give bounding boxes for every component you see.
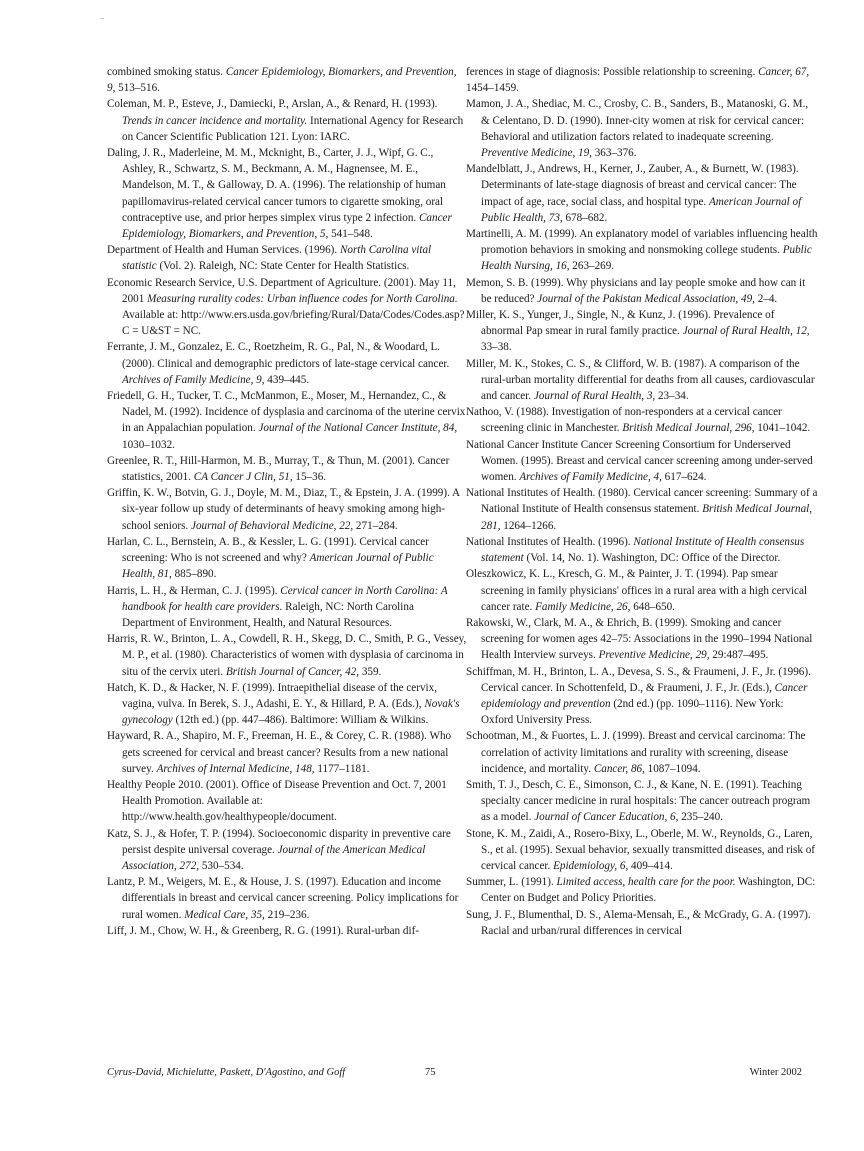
reference-source: Cancer Epidemiology, Biomarkers, and Prevention, 9,: [107, 66, 457, 95]
reference-text: Schootman, M., & Fuortes, L. J. (1999). Breast and cervical carcinoma: The correlation of activity limitations and rurality with screening, disease incidence, and mortality.: [466, 730, 806, 775]
reference-entry: [107, 275, 467, 340]
reference-text: Oleszkowicz, K. L., Kresch, G. M., & Painter, J. T. (1994). Pap smear screening in family physicians' offices in a rural area with a high cervical cancer rate.: [466, 568, 807, 613]
reference-pages: 29:487–495.: [709, 649, 769, 662]
reference-text: Daling, J. R., Maderleine, M. M., Mcknight, B., Carter, J. J., Wipf, G. C., Ashley, R., Schwartz, S. M., Beckmann, A. M., Hagnensee, M. E., Mandelson, M. T., & Galloway, D. A. (1996). The relationship of human papillomavirus-related cervical cancer tumors to cigarette smoking, oral contraceptive use, and prior herpes simplex virus type 2 infection.: [107, 147, 446, 224]
reference-source: Novak's gynecology: [122, 697, 460, 727]
reference-entry: [107, 631, 467, 680]
reference-entry: [107, 96, 467, 145]
reference-source: Journal of Rural Health, 12,: [682, 325, 810, 338]
reference-text: ferences in stage of diagnosis: Possible relationship to screening.: [466, 66, 759, 78]
reference-pages: 409–414.: [628, 859, 673, 872]
reference-text: Miller, M. K., Stokes, C. S., & Clifford, W. B. (1987). A comparison of the rural-urban mortality differential for deaths from all causes, cardiovascular and cancer.: [466, 357, 815, 403]
reference-text: Miller, K. S., Yunger, J., Single, N., & Kunz, J. (1996). Prevalence of abnormal Pap smear in rural family practice.: [466, 309, 775, 338]
reference-entry: [107, 453, 467, 485]
reference-source: American Journal of Public Health, 73,: [481, 195, 802, 224]
reference-entry: [107, 64, 467, 96]
reference-pages: 1041–1042.: [754, 422, 811, 435]
reference-source: Journal of Rural Health, 3,: [533, 390, 656, 403]
reference-entry: [466, 275, 818, 307]
reference-source: British Journal of Cancer, 42,: [225, 665, 360, 678]
reference-pages: 2–4.: [754, 292, 778, 305]
reference-entry: [466, 777, 818, 826]
reference-text: combined smoking status.: [107, 66, 226, 78]
reference-source: Preventive Medicine, 19,: [481, 147, 592, 160]
reference-text: Lantz, P. M., Weigers, M. E., & House, J. S. (1997). Education and income differentials in breast and cervical cancer screening. Policy implications for rural women.: [107, 876, 459, 921]
reference-entry: [466, 307, 818, 356]
reference-pages: 1177–1181.: [314, 762, 370, 775]
reference-pages: (Vol. 2). Raleigh, NC: State Center for Health Statistics.: [156, 260, 410, 273]
reference-entry: [466, 664, 818, 729]
reference-entry: [466, 64, 818, 96]
reference-text: Stone, K. M., Zaidi, A., Rosero-Bixy, L., Oberle, M. W., Reynolds, G., Laren, S., et al. (1995). Sexual behavior, sexually transmitted diseases, and risk of cervical cancer.: [466, 827, 816, 872]
reference-entry: [107, 339, 467, 388]
footer-page-number: 75: [425, 1067, 436, 1078]
reference-pages: 33–38.: [481, 341, 512, 354]
reference-pages: 219–236.: [264, 908, 310, 921]
reference-pages: 678–682.: [562, 211, 608, 224]
reference-source: American Journal of Public Health, 81,: [122, 552, 434, 581]
footer-issue: Winter 2002: [749, 1067, 802, 1078]
reference-entry: [466, 485, 818, 534]
reference-text: Harlan, C. L., Bernstein, A. B., & Kessler, L. G. (1991). Cervical cancer screening: Who is not screened and why?: [107, 535, 429, 565]
reference-text: Sung, J. F., Blumenthal, D. S., Alema-Mensah, E., & McGrady, G. A. (1997). Racial and urban/rural differences in cervical: [466, 908, 811, 937]
reference-entry: [466, 534, 818, 566]
reference-source: Journal of Behavioral Medicine, 22,: [191, 519, 354, 532]
reference-entry: [466, 437, 818, 486]
reference-pages: 271–284.: [353, 519, 398, 532]
reference-text: Greenlee, R. T., Hill-Harmon, M. B., Murray, T., & Thun, M. (2001). Cancer statistics, 2001.: [107, 454, 450, 484]
reference-text: National Institutes of Health. (1980). Cervical cancer screening: Summary of a National Institute of Health consensus statement.: [466, 487, 818, 516]
reference-source: British Medical Journal, 281,: [481, 503, 813, 532]
reference-text: Schiffman, M. H., Brinton, L. A., Devesa, S. S., & Fraumeni, J. F., Jr. (1996). Cervical cancer. In Schottenfeld, D., & Fraumeni, J. F., Jr. (Eds.),: [466, 665, 811, 694]
reference-source: Measuring rurality codes: Urban influence codes for North Carolina.: [147, 292, 458, 305]
reference-source: Journal of the American Medical Association, 272,: [122, 843, 426, 872]
footer-authors: Cyrus-David, Michielutte, Paskett, D'Agostino, and Goff: [107, 1067, 346, 1078]
reference-text: Smith, T. J., Desch, C. E., Simonson, C. J., & Kane, N. E. (1991). Teaching specialty cancer medicine in rural hospitals: The cancer outreach program as a model.: [466, 778, 811, 824]
reference-text: Mamon, J. A., Shediac, M. C., Crosby, C. B., Sanders, B., Matanoski, G. M., & Celentano, D. D. (1990). Inner-city women at risk for cervical cancer: Behavioral and utilization factors related to inadequate screening.: [466, 98, 809, 143]
reference-entry: [107, 826, 467, 875]
reference-source: Cancer, 67,: [758, 66, 810, 78]
reference-text: Rakowski, W., Clark, M. A., & Ehrich, B. (1999). Smoking and cancer screening for women ages 42–75: Associations in the 1990–1994 National Health Interview surveys.: [466, 616, 813, 662]
reference-source: National Institute of Health consensus statement: [481, 535, 805, 565]
reference-source: Cervical cancer in North Carolina: A handbook for health care providers.: [122, 584, 448, 613]
reference-text: Coleman, M. P., Esteve, J., Damiecki, P., Arslan, A., & Renard, H. (1993).: [107, 98, 438, 111]
reference-source: Archives of Internal Medicine, 148,: [156, 762, 315, 775]
reference-text: Harris, L. H., & Herman, C. J. (1995).: [107, 584, 281, 597]
reference-entry: [107, 923, 467, 939]
reference-text: Harris, R. W., Brinton, L. A., Cowdell, R. H., Skegg, D. C., Smith, P. G., Vessey, M. P., et al. (1980). Characteristics of women with dysplasia of carcinoma in situ of the cervix uteri.: [107, 633, 467, 678]
reference-source: Cancer epidemiology and prevention: [481, 681, 808, 710]
reference-text: Nathoo, V. (1988). Investigation of non-responders at a cervical cancer screening clinic in Manchester.: [466, 406, 782, 435]
reference-pages: Available at: http://www.ers.usda.gov/briefing/Rural/Data/Codes/Codes.asp?C = U&ST = NC.: [122, 309, 465, 338]
reference-pages: (2nd ed.) (pp. 1090–1116). New York: Oxford University Press.: [481, 697, 784, 727]
reference-pages: Washington, DC: Center on Budget and Policy Priorities.: [481, 876, 816, 905]
reference-entry: [107, 680, 467, 729]
reference-entry: [466, 826, 818, 875]
reference-source: Archives of Family Medicine, 9,: [122, 373, 265, 386]
reference-pages: International Agency for Research on Cancer Scientific Publication 121. Lyon: IARC.: [122, 114, 464, 143]
reference-text: Mandelblatt, J., Andrews, H., Kerner, J., Zauber, A., & Burnett, W. (1983). Determinants of late-stage diagnosis of breast and cervical cancer: The impact of age, race, social class, and hospital type.: [466, 163, 799, 208]
reference-text: National Cancer Institute Cancer Screening Consortium for Underserved Women. (1995). Breast and cervical cancer screening among under-served women.: [466, 438, 813, 484]
reference-entry: [107, 777, 467, 826]
reference-entry: [107, 874, 467, 923]
reference-text: Economic Research Service, U.S. Department of Agriculture. (2001). May 11, 2001: [107, 276, 456, 305]
reference-pages: Raleigh, NC: North Carolina Department of Environment, Health, and Natural Resources.: [122, 600, 414, 629]
reference-entry: [466, 404, 818, 436]
reference-entry: [466, 356, 818, 405]
reference-entry: [466, 728, 818, 777]
reference-source: Epidemiology, 6,: [553, 859, 629, 872]
reference-source: Medical Care, 35,: [184, 908, 265, 921]
reference-entry: [466, 161, 818, 226]
reference-text: Department of Health and Human Services. (1996).: [107, 244, 340, 257]
reference-pages: (Vol. 14, No. 1). Washington, DC: Office of the Director.: [523, 552, 781, 565]
references-left-column: [107, 64, 467, 939]
reference-pages: 617–624.: [661, 471, 707, 484]
reference-entry: [466, 615, 818, 664]
reference-source: Journal of the Pakistan Medical Association, 49,: [537, 292, 755, 305]
reference-entry: [466, 96, 818, 161]
references-right-column: [466, 64, 818, 939]
reference-source: Archives of Family Medicine, 4,: [519, 471, 662, 484]
reference-source: CA Cancer J Clin, 51,: [193, 471, 293, 484]
reference-source: Journal of the National Cancer Institute, 84,: [258, 422, 458, 435]
reference-text: National Institutes of Health. (1996).: [466, 535, 634, 548]
reference-source: Family Medicine, 26,: [535, 600, 631, 613]
reference-source: Public Health Nursing, 16,: [481, 244, 812, 273]
reference-pages: 1030–1032.: [122, 438, 175, 451]
reference-entry: [107, 583, 467, 632]
reference-text: Hatch, K. D., & Hacker, N. F. (1999). Intraepithelial disease of the cervix, vagina, vulva. In Berek, S. J., Adashi, E. Y., & Hillard, P. A. (Eds.),: [107, 681, 437, 710]
reference-pages: 439–445.: [264, 373, 310, 386]
reference-entry: [107, 534, 467, 583]
reference-pages: 263–269.: [569, 260, 615, 273]
reference-text: Friedell, G. H., Tucker, T. C., McManmon, E., Moser, M., Hernandez, C., & Nadel, M. (1992). Incidence of dysplasia and carcinoma of the uterine cervix in an Appalachian population.: [107, 390, 466, 435]
reference-pages: 15–36.: [292, 471, 327, 484]
reference-entry: [466, 566, 818, 615]
reference-entry: [107, 145, 467, 242]
reference-source: British Medical Journal, 296,: [622, 422, 755, 435]
reference-entry: [107, 728, 467, 777]
reference-pages: 885–890.: [171, 568, 217, 581]
reference-pages: 23–34.: [655, 390, 689, 403]
reference-pages: (12th ed.) (pp. 447–486). Baltimore: William & Wilkins.: [172, 714, 429, 727]
reference-source: Cancer, 86,: [593, 762, 645, 775]
reference-pages: 1454–1459.: [466, 82, 519, 95]
scan-corner-mark: [100, 18, 104, 19]
reference-pages: 513–516.: [115, 82, 160, 95]
reference-text: Katz, S. J., & Hofer, T. P. (1994). Socioeconomic disparity in preventive care persist despite universal coverage.: [107, 827, 451, 856]
reference-source: North Carolina vital statistic: [122, 244, 432, 273]
reference-text: Griffin, K. W., Botvin, G. J., Doyle, M. M., Diaz, T., & Epstein, J. A. (1999). A six-year follow up study of determinants of heavy smoking among high-school seniors.: [107, 487, 460, 532]
reference-source: Cancer Epidemiology, Biomarkers, and Prevention, 5,: [122, 211, 452, 241]
reference-text: Summer, L. (1991).: [466, 876, 557, 889]
reference-pages: 1087–1094.: [644, 762, 701, 775]
reference-entry: [466, 907, 818, 939]
reference-pages: 1264–1266.: [500, 519, 557, 532]
reference-text: Martinelli, A. M. (1999). An explanatory model of variables influencing health promotion behaviors in smoking and nonsmoking college students.: [466, 228, 818, 257]
reference-source: Journal of Cancer Education, 6,: [534, 811, 679, 824]
reference-source: Trends in cancer incidence and mortality.: [122, 114, 308, 127]
reference-entry: [466, 874, 818, 906]
reference-pages: 235–240.: [678, 811, 723, 824]
reference-text: Healthy People 2010. (2001). Office of Disease Prevention and Oct. 7, 2001 Health Promotion. Available at: http://www.health.gov/healthypeople/document.: [107, 778, 447, 824]
reference-text: Hayward, R. A., Shapiro, M. F., Freeman, H. E., & Corey, C. R. (1988). Who gets screened for cervical and breast cancer? Results from a new national survey.: [107, 730, 452, 775]
reference-entry: [107, 242, 467, 274]
reference-pages: 648–650.: [630, 600, 675, 613]
reference-pages: 530–534.: [199, 859, 244, 872]
reference-source: Limited access, health care for the poor.: [556, 876, 736, 889]
reference-source: Preventive Medicine, 29,: [598, 649, 710, 662]
reference-text: Memon, S. B. (1999). Why physicians and lay people smoke and how can it be reduced?: [466, 276, 806, 305]
reference-entry: [466, 226, 818, 275]
reference-text: Liff, J. M., Chow, W. H., & Greenberg, R. G. (1991). Rural-urban dif-: [107, 924, 419, 937]
reference-text: Ferrante, J. M., Gonzalez, E. C., Roetzheim, R. G., Pal, N., & Woodard, L. (2000). Clinical and demographic predictors of late-stage cervical cancer.: [107, 341, 450, 370]
reference-entry: [107, 485, 467, 534]
reference-pages: 363–376.: [591, 147, 637, 160]
reference-entry: [107, 388, 467, 453]
reference-pages: 359.: [359, 665, 382, 678]
reference-pages: 541–548.: [328, 228, 373, 241]
